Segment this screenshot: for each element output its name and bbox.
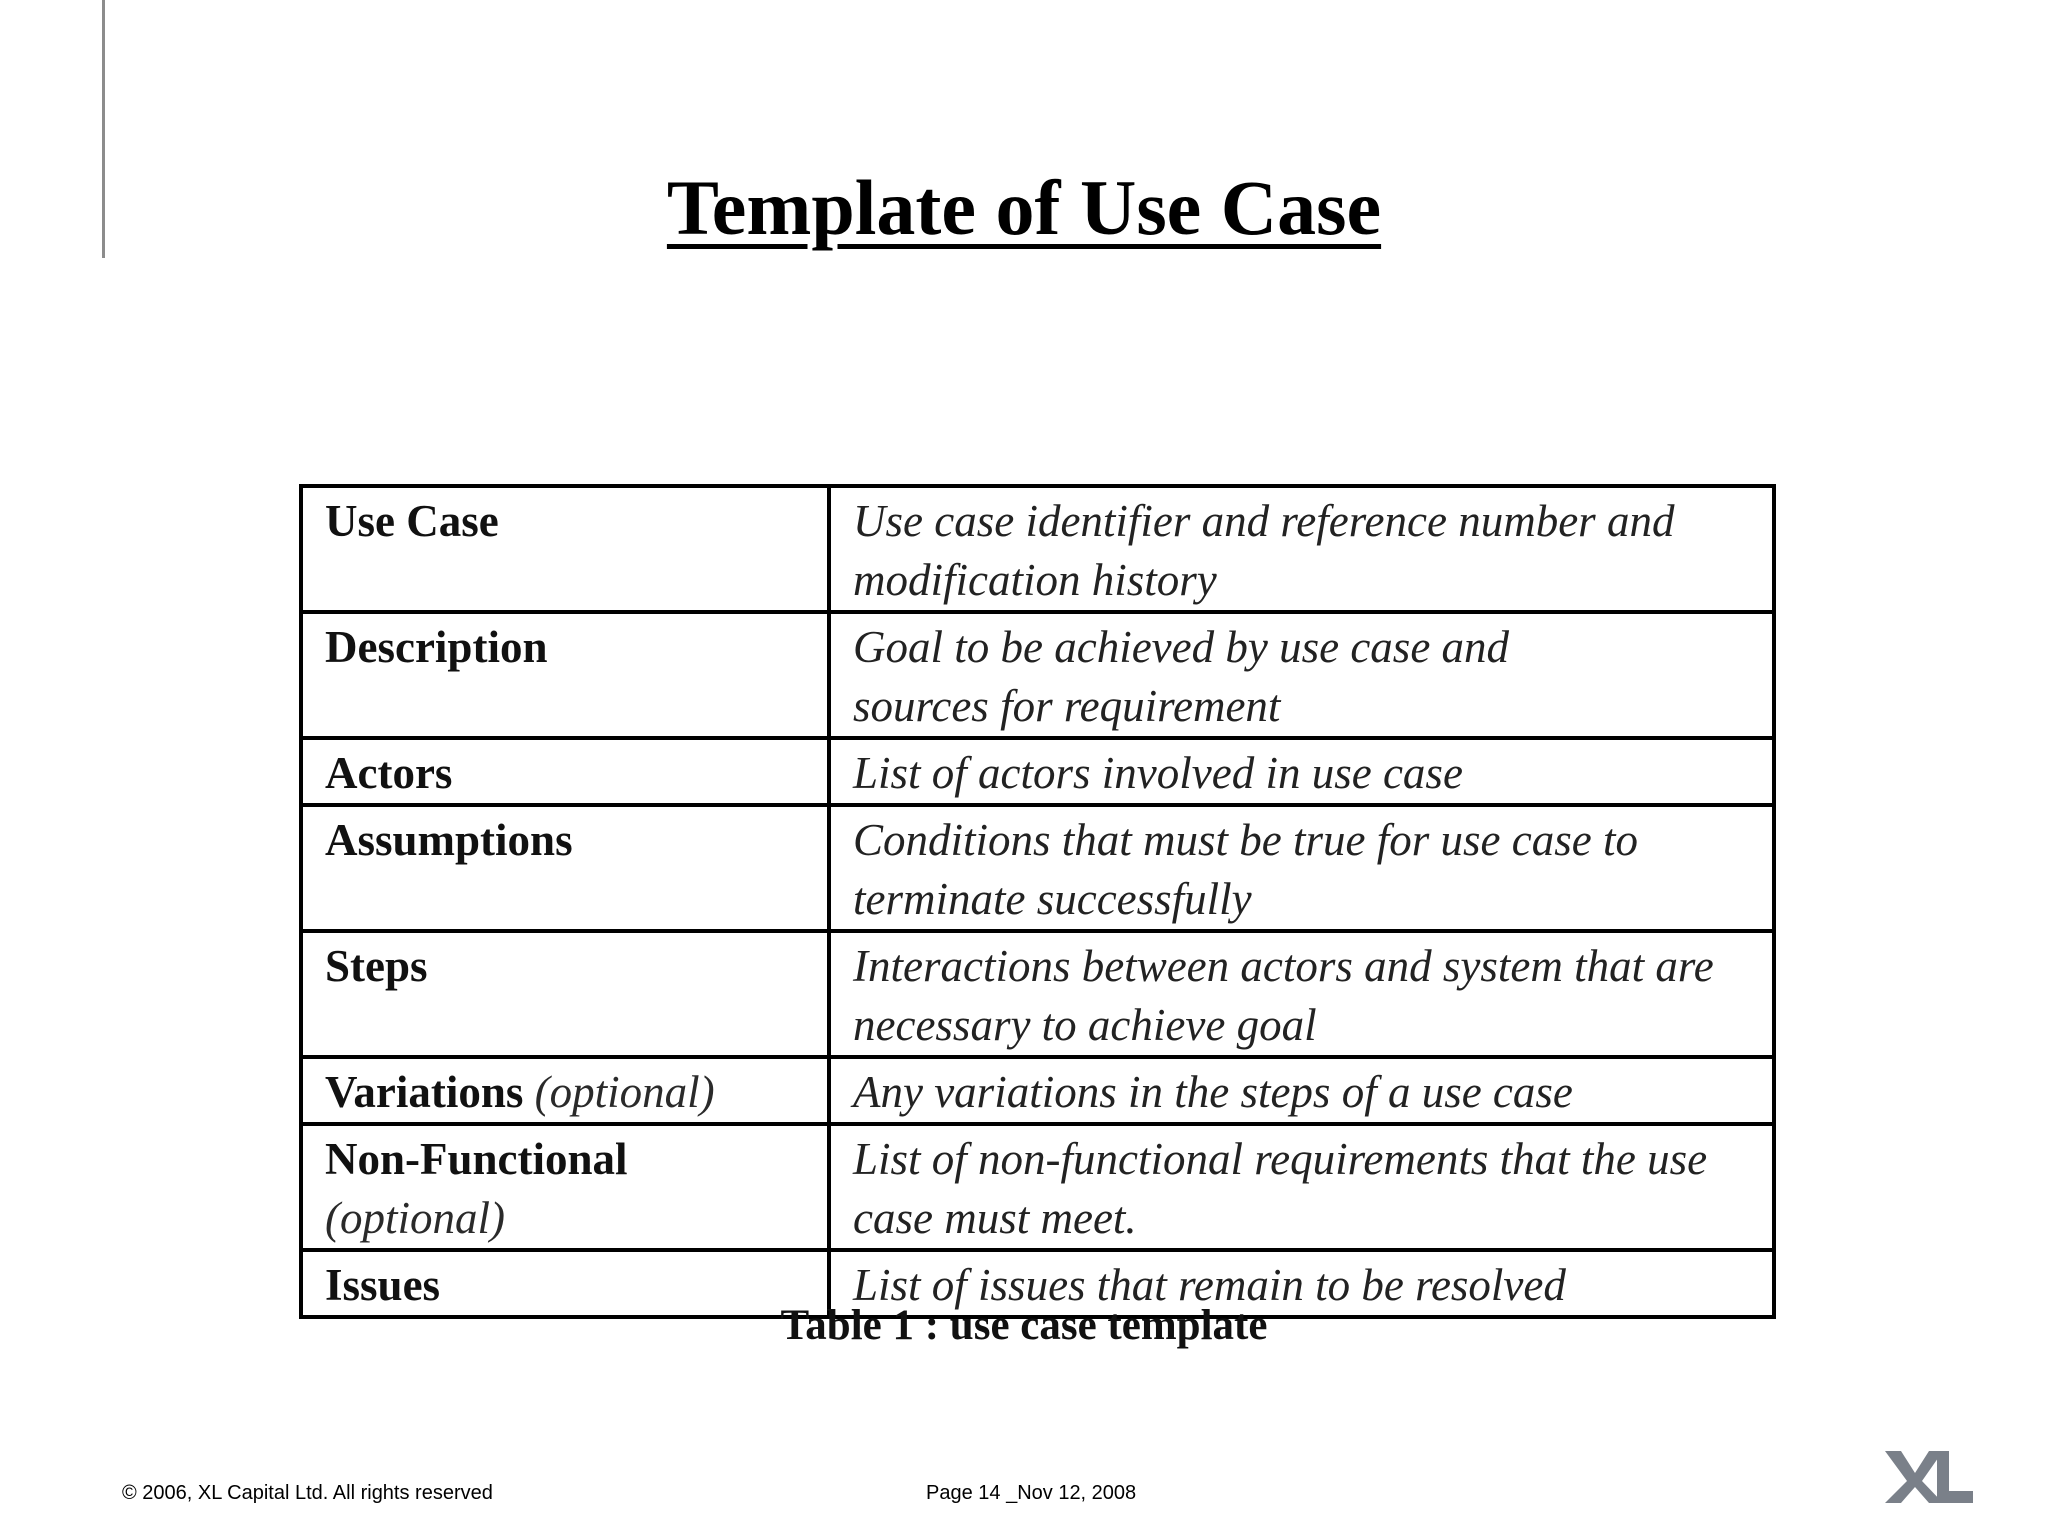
row-label: Assumptions [301,805,829,931]
row-description: Interactions between actors and system that are necessary to achieve goal [829,931,1774,1057]
page-number: Page 14 _Nov 12, 2008 [926,1482,1137,1504]
row-description: Use case identifier and reference number and modification history [829,486,1774,612]
row-label: Non-Functional (optional) [301,1124,829,1250]
row-description: List of issues that remain to be resolved [829,1250,1774,1317]
use-case-template-table [299,484,1776,1319]
table-row-actors [301,738,1774,805]
row-label: Use Case [301,486,829,612]
table-caption: Table 1 : use case template [780,1302,1268,1349]
row-description: Conditions that must be true for use case to terminate successfully [829,805,1774,931]
row-label: Description [301,612,829,738]
row-label: Steps [301,931,829,1057]
table-row-assumptions [301,805,1774,931]
optional-note: (optional) [325,1193,505,1243]
table-row-non-functional [301,1124,1774,1250]
optional-note: (optional) [534,1067,715,1117]
row-description: Any variations in the steps of a use case [829,1057,1774,1124]
row-label: Variations (optional) [301,1057,829,1124]
row-description: List of non-functional requirements that the use case must meet. [829,1124,1774,1250]
xl-logo [1885,1451,1973,1503]
slide-title: Template of Use Case [666,164,1382,251]
table-row-description [301,612,1774,738]
row-description: Goal to be achieved by use case and sources for requirement [829,612,1774,738]
row-description: List of actors involved in use case [829,738,1774,805]
table-row-variations [301,1057,1774,1124]
row-label: Actors [301,738,829,805]
copyright-text: © 2006, XL Capital Ltd. All rights reserved [122,1482,493,1504]
table-row-steps [301,931,1774,1057]
table-row-use-case [301,486,1774,612]
row-label: Issues [301,1250,829,1317]
